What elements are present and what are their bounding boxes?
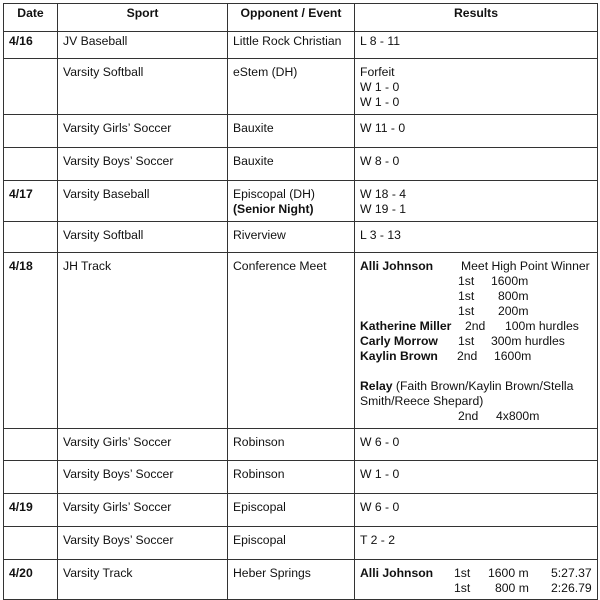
results-cell (355, 429, 598, 461)
date-cell: 4/18 (4, 253, 58, 429)
result-line: W 1 - 0 (360, 95, 400, 109)
table-row (4, 222, 598, 253)
results-cell (355, 32, 598, 59)
result-line: W 8 - 0 (360, 154, 400, 168)
header-row (4, 4, 598, 32)
table-row (4, 32, 598, 59)
results-cell (355, 527, 598, 560)
result-line: W 18 - 4 (360, 187, 407, 201)
place: 1st (458, 334, 475, 348)
athlete-name: Katherine Miller (360, 319, 452, 333)
place: 1st (458, 274, 475, 288)
date-cell (4, 461, 58, 494)
event: 800m (498, 289, 529, 303)
athlete-name: Alli Johnson (360, 259, 434, 273)
opponent-name: Episcopal (DH) (233, 187, 315, 201)
sport-cell: Varsity Track (58, 560, 228, 600)
track-line (360, 349, 592, 364)
table-row (4, 461, 598, 494)
time: 2:26.79 (551, 581, 592, 595)
result-line: L 3 - 13 (360, 228, 401, 242)
date-cell (4, 115, 58, 148)
table-row (4, 527, 598, 560)
results-cell (355, 560, 598, 600)
date-cell: 4/20 (4, 560, 58, 600)
athlete-name: Kaylin Brown (360, 349, 438, 363)
opponent-cell: Robinson (228, 461, 355, 494)
event: 800 m (495, 581, 529, 595)
sport-cell: Varsity Girls’ Soccer (58, 115, 228, 148)
result-line: W 1 - 0 (360, 80, 400, 94)
opponent-cell: Bauxite (228, 148, 355, 181)
event: 4x800m (496, 409, 540, 423)
date-cell: 4/19 (4, 494, 58, 527)
result-line: W 1 - 0 (360, 467, 400, 481)
track-line (360, 409, 592, 424)
opponent-cell: Riverview (228, 222, 355, 253)
table-row (4, 560, 598, 600)
table-row (4, 59, 598, 115)
event: 300m hurdles (491, 334, 565, 348)
sport-cell: Varsity Softball (58, 59, 228, 115)
relay-label: Relay (360, 379, 393, 393)
table-row (4, 115, 598, 148)
relay-members: (Faith Brown/Kaylin Brown/Stella (395, 379, 574, 393)
event: 1600m (491, 274, 529, 288)
date-cell (4, 527, 58, 560)
track-line (360, 319, 592, 334)
place: 1st (458, 289, 475, 303)
relay-members-cont: Smith/Reece Shepard) (360, 394, 484, 408)
athlete-name: Carly Morrow (360, 334, 438, 348)
opponent-cell: Little Rock Christian (228, 32, 355, 59)
opponent-cell: Episcopal (228, 527, 355, 560)
header-opponent: Opponent / Event (228, 4, 355, 32)
sport-cell: Varsity Girls’ Soccer (58, 494, 228, 527)
result-line: W 11 - 0 (360, 121, 406, 135)
place: 1st (454, 566, 471, 580)
event: 1600m (494, 349, 532, 363)
date-cell: 4/16 (4, 32, 58, 59)
result-line: L 8 - 11 (360, 34, 400, 48)
opponent-cell (228, 181, 355, 222)
results-cell (355, 461, 598, 494)
results-cell (355, 494, 598, 527)
opponent-cell: eStem (DH) (228, 59, 355, 115)
results-cell (355, 148, 598, 181)
header-results: Results (355, 4, 598, 32)
sport-cell: Varsity Boys’ Soccer (58, 148, 228, 181)
track-line (360, 289, 592, 304)
opponent-cell: Conference Meet (228, 253, 355, 429)
place: 2nd (458, 409, 479, 423)
track-line (360, 259, 592, 274)
table-row (4, 181, 598, 222)
opponent-cell: Heber Springs (228, 560, 355, 600)
event: 1600 m (488, 566, 529, 580)
result-line: T 2 - 2 (360, 533, 395, 547)
results-cell (355, 222, 598, 253)
table-row (4, 148, 598, 181)
results-cell (355, 181, 598, 222)
date-cell (4, 429, 58, 461)
sport-cell: Varsity Softball (58, 222, 228, 253)
place: 2nd (457, 349, 478, 363)
place: 2nd (465, 319, 486, 333)
sport-cell: Varsity Girls’ Soccer (58, 429, 228, 461)
opponent-cell: Bauxite (228, 115, 355, 148)
result-line: W 6 - 0 (360, 435, 400, 449)
table-row (4, 253, 598, 429)
track-line (360, 274, 592, 289)
header-sport: Sport (58, 4, 228, 32)
date-cell (4, 148, 58, 181)
athlete-name: Alli Johnson (360, 566, 434, 580)
track-line (360, 379, 592, 394)
results-cell (355, 115, 598, 148)
place: 1st (454, 581, 471, 595)
sport-cell: Varsity Baseball (58, 181, 228, 222)
results-cell (355, 253, 598, 429)
sport-cell: Varsity Boys’ Soccer (58, 527, 228, 560)
table-row (4, 494, 598, 527)
athlete-note: Meet High Point Winner (461, 259, 590, 273)
results-table (3, 3, 598, 600)
place: 1st (458, 304, 475, 318)
event: 100m hurdles (505, 319, 579, 333)
result-line: Forfeit (360, 65, 395, 79)
track-line (360, 304, 592, 319)
opponent-note: (Senior Night) (233, 202, 314, 216)
header-date: Date (4, 4, 58, 32)
date-cell: 4/17 (4, 181, 58, 222)
results-cell (355, 59, 598, 115)
date-cell (4, 59, 58, 115)
result-line: W 19 - 1 (360, 202, 407, 216)
sport-cell: JH Track (58, 253, 228, 429)
track-line (360, 566, 592, 581)
date-cell (4, 222, 58, 253)
sport-cell: JV Baseball (58, 32, 228, 59)
event: 200m (498, 304, 529, 318)
time: 5:27.37 (551, 566, 592, 580)
table-row (4, 429, 598, 461)
opponent-cell: Episcopal (228, 494, 355, 527)
track-line (360, 334, 592, 349)
opponent-cell: Robinson (228, 429, 355, 461)
sport-cell: Varsity Boys’ Soccer (58, 461, 228, 494)
result-line: W 6 - 0 (360, 500, 400, 514)
track-line (360, 581, 592, 596)
